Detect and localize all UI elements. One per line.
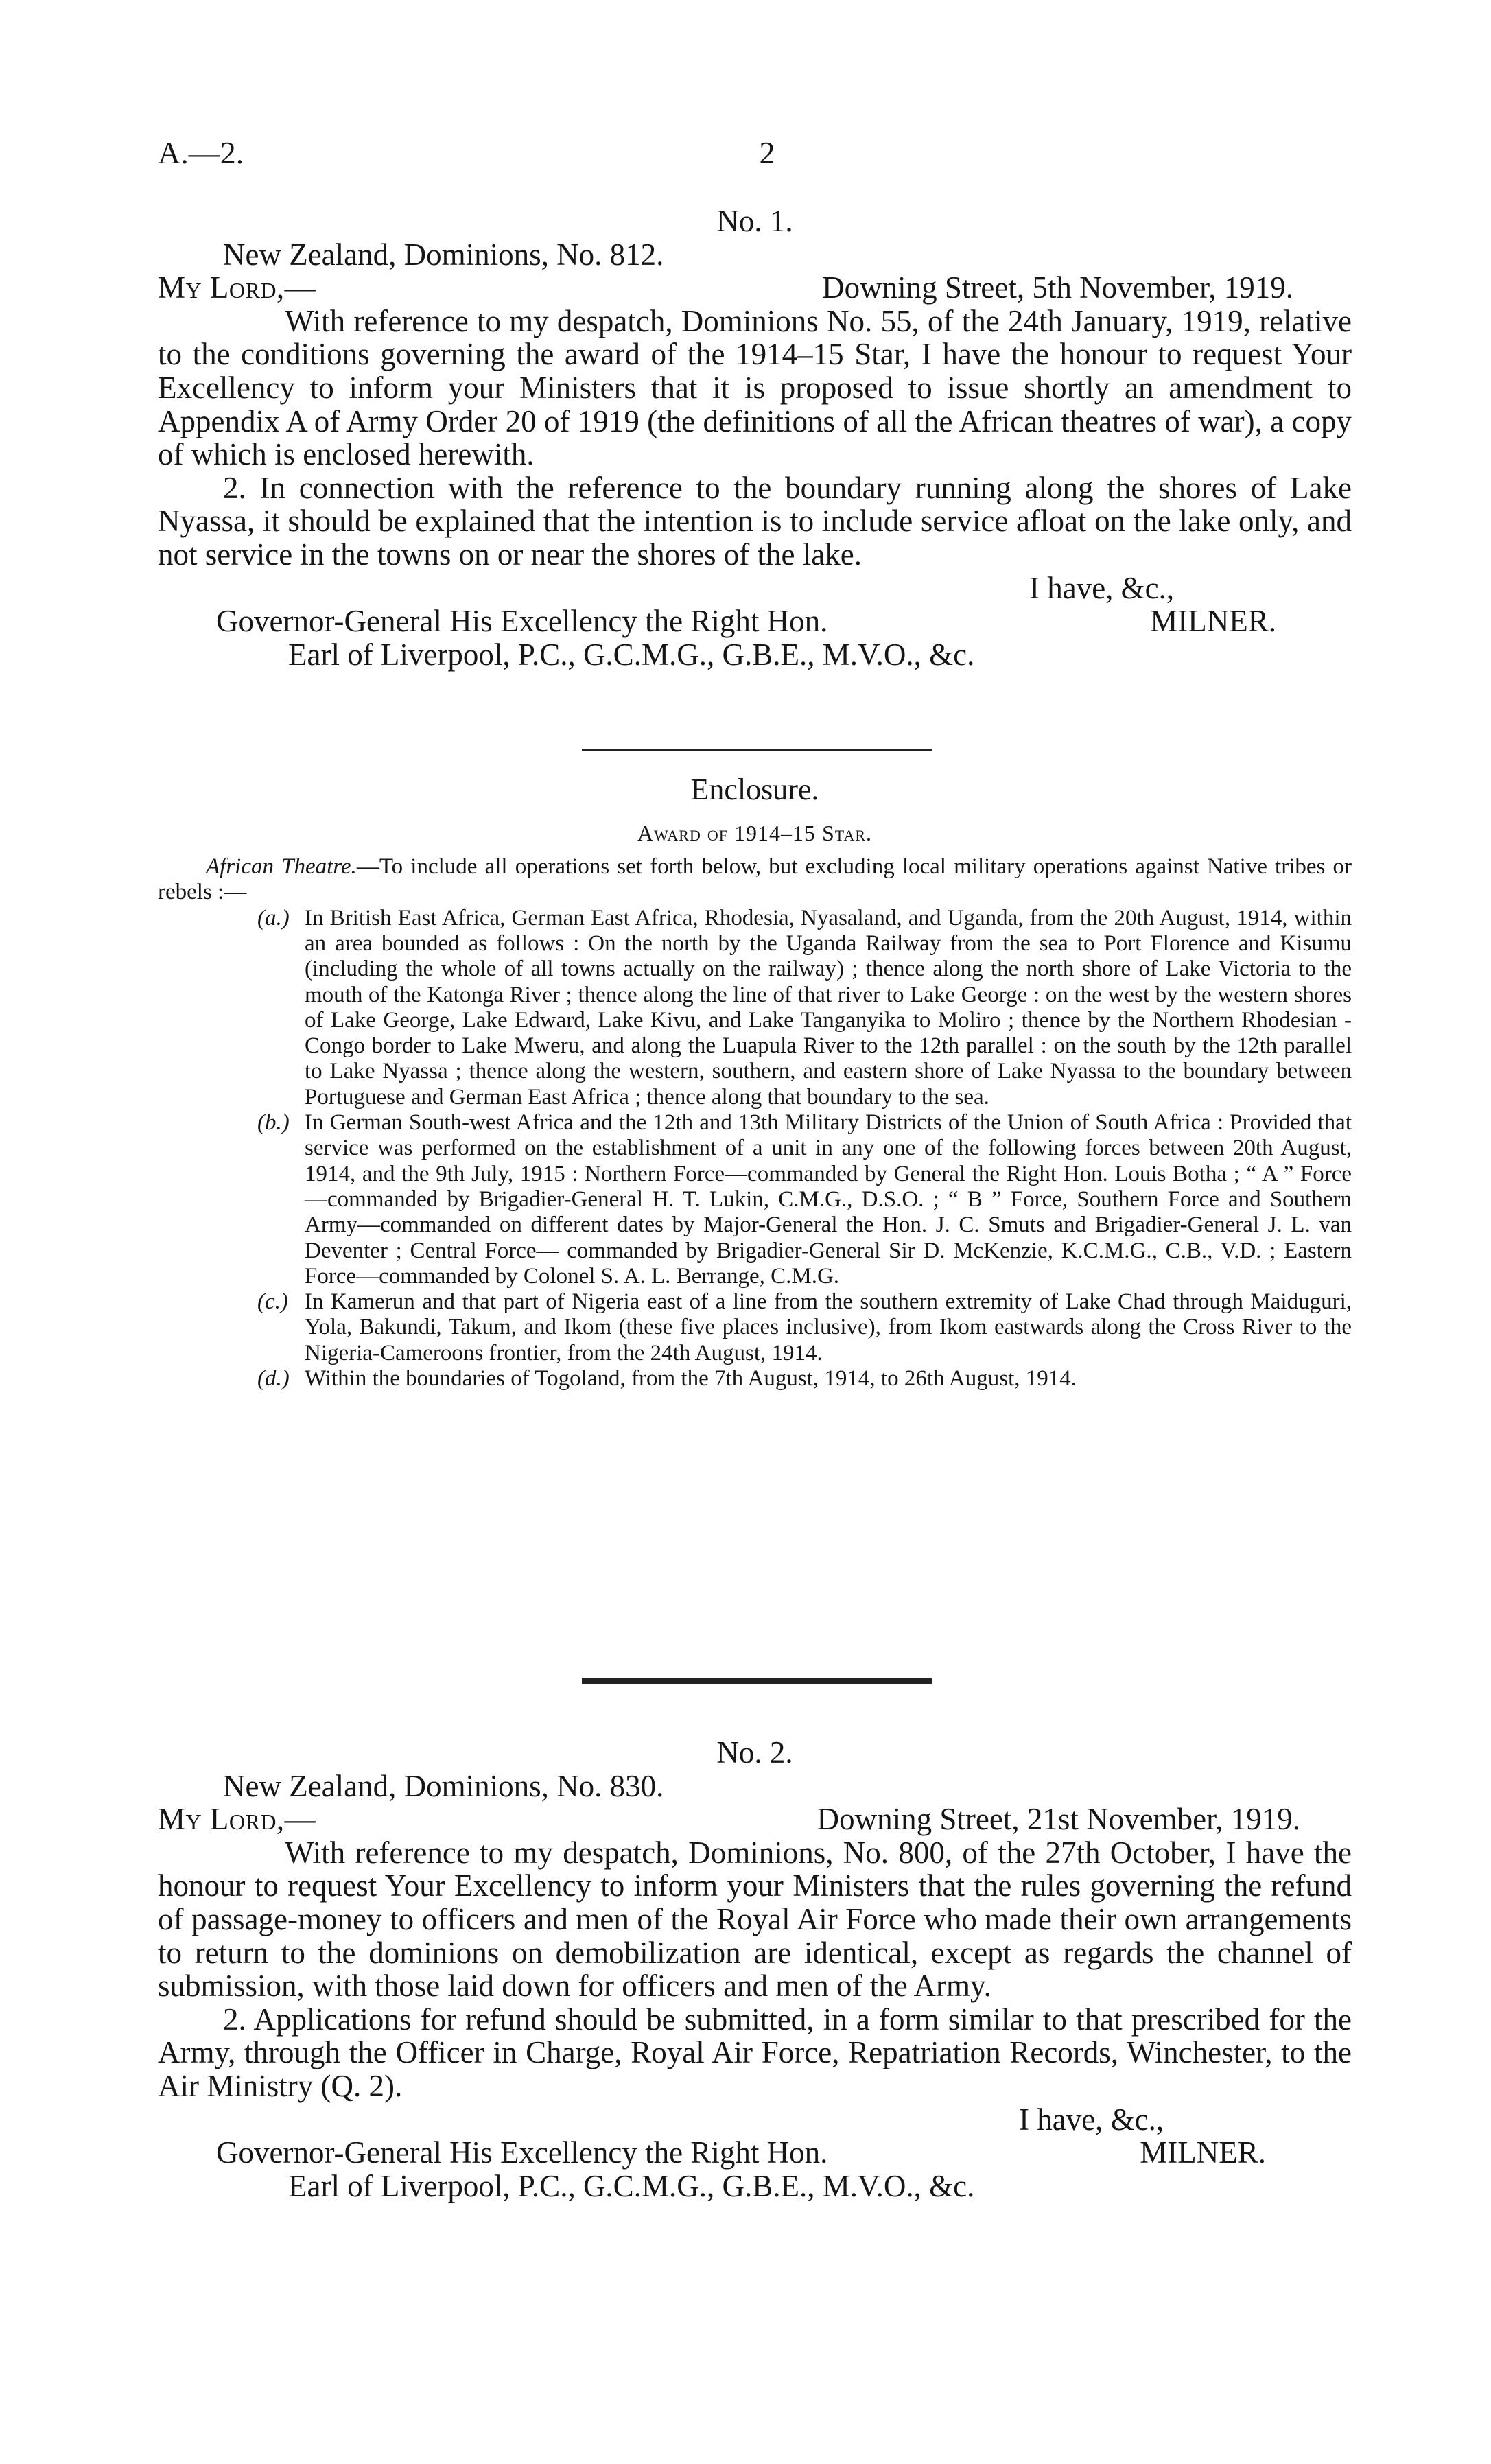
- letter-1-addressee-line-1: Governor-General His Excellency the Right Hon.: [216, 604, 828, 639]
- clause-label: (c.): [257, 1289, 288, 1315]
- section-divider-1: [582, 749, 932, 751]
- enclosure-clause-c: [257, 1289, 1352, 1366]
- letter-1-paragraph-2: 2. In connection with the reference to the boundary running along the shores of Lake Nyassa, it should be explained that the intention is to include service afloat on the lake only, and not service in the towns on or near the shores of the lake.: [158, 470, 1352, 572]
- letter-1-closing: I have, &c.,: [1029, 570, 1175, 605]
- enclosure: [158, 772, 1352, 1392]
- letter-2-salutation: My Lord,—: [158, 1802, 316, 1837]
- clause-text: In German South-west Africa and the 12th and 13th Military Districts of the Union of South Africa : Provided that service was performed on the establishment of a unit in any one of the following forces between 20th August, 1914, and the 9th July, 1915 : Northern Force—commanded by General the Right Hon. Louis Botha ; “ A ” Force —commanded by Brigadier-General H. T. Lukin, C.M.G., D.S.O. ; “ B ” Force, Southern Force and Southern Army—commanded on different dates by Major-General the Hon. J. C. Smuts and Brigadier-General J. L. van Deventer ; Central Force— commanded by Brigadier-General Sir D. McKenzie, K.C.M.G., C.B., V.D. ; Eastern Force—commanded by Colonel S. A. L. Berrange, C.M.G.: [305, 1110, 1352, 1289]
- enclosure-intro-label: African Theatre.: [206, 854, 357, 880]
- letter-2-paragraph-1: With reference to my despatch, Dominions, No. 800, of the 27th October, I have the honour to request Your Excellency to inform your Ministers that the rules governing the refund of passage-money to officers and men of the Royal Air Force who made their own arrangements to return to the dominions on demobilization are identical, except as regards the channel of submission, with those laid down for officers and men of the Army.: [158, 1835, 1352, 2004]
- page-number: 2: [759, 135, 775, 170]
- letter-2-paragraph-2: 2. Applications for refund should be submitted, in a form similar to that prescribed for the Army, through the Officer in Charge, Royal Air Force, Repatriation Records, Winchester, to the Air Ministry (Q. 2).: [158, 2002, 1352, 2103]
- enclosure-heading: Enclosure.: [690, 773, 819, 806]
- letter-2-addressee-line-2: Earl of Liverpool, P.C., G.C.M.G., G.B.E., M.V.O., &c.: [288, 2168, 975, 2203]
- letter-2-addressee-line-1: Governor-General His Excellency the Right Hon.: [216, 2135, 828, 2170]
- enclosure-title: Award of 1914–15 Star.: [637, 820, 873, 845]
- enclosure-intro-text: —To include all operations set forth below, but excluding local military operations against Native tribes or rebels :—: [158, 854, 1352, 905]
- letter-1-number: No. 1.: [716, 204, 793, 238]
- letter-1-salutation: My Lord,—: [158, 270, 316, 305]
- section-divider-2: [582, 1678, 932, 1684]
- enclosure-intro: [158, 854, 1352, 906]
- clause-text: Within the boundaries of Togoland, from the 7th August, 1914, to 26th August, 1914.: [305, 1366, 1077, 1392]
- letter-1-paragraph-1: With reference to my despatch, Dominions No. 55, of the 24th January, 1919, relative to the conditions governing the award of the 1914–15 Star, I have the honour to request Your Excellency to inform your Ministers that it is proposed to issue shortly an amendment to Appendix A of Army Order 20 of 1919 (the definitions of all the African theatres of war), a copy of which is enclosed herewith.: [158, 303, 1352, 472]
- letter-2-signature: MILNER.: [1140, 2135, 1266, 2170]
- letter-2-place-date: Downing Street, 21st November, 1919.: [817, 1802, 1300, 1837]
- letter-1-place-date: Downing Street, 5th November, 1919.: [822, 270, 1293, 305]
- document-reference: A.—2.: [158, 135, 244, 170]
- letter-1-addressee-row: [158, 605, 1352, 638]
- letter-1: [158, 204, 1352, 671]
- letter-1-dominion-ref: New Zealand, Dominions, No. 812.: [223, 237, 664, 272]
- letter-2-addressee-row: [158, 2136, 1352, 2170]
- letter-1-signature: MILNER.: [1150, 604, 1276, 639]
- letter-1-addressee-line-2: Earl of Liverpool, P.C., G.C.M.G., G.B.E., M.V.O., &c.: [288, 637, 975, 672]
- clause-text: In British East Africa, German East Africa, Rhodesia, Nyasaland, and Uganda, from the 20th August, 1914, within an area bounded as follows : On the north by the Uganda Railway from the sea to Port Florence and Kisumu (including the whole of all towns actually on the railway) ; thence along the north shore of Lake Victoria to the mouth of the Katonga River ; thence along the line of that river to Lake George : on the west by the western shores of Lake George, Lake Edward, Lake Kivu, and Lake Tanganyika to Moliro ; thence by the Northern Rhodesian - Congo border to Lake Mweru, and along the Luapula River to the 12th parallel : on the south by the 12th parallel to Lake Nyassa ; thence along the western, southern, and eastern shore of Lake Nyassa to the boundary between Portuguese and German East Africa ; thence along that boundary to the sea.: [305, 905, 1352, 1110]
- clause-label: (a.): [257, 905, 290, 930]
- letter-1-salutation-row: [158, 271, 1352, 305]
- letter-2-dominion-ref: New Zealand, Dominions, No. 830.: [223, 1768, 664, 1803]
- letter-2-number: No. 2.: [716, 1735, 793, 1770]
- clause-label: (d.): [257, 1366, 290, 1392]
- enclosure-clause-b: [257, 1110, 1352, 1289]
- clause-text: In Kamerun and that part of Nigeria east of a line from the southern extremity of Lake Chad through Maiduguri, Yola, Bakundi, Takum, and Ikom (these five places inclusive), from Ikom eastwards along the Cross River to the Nigeria-Cameroons frontier, from the 24th August, 1914.: [305, 1289, 1352, 1365]
- letter-2-salutation-row: [158, 1803, 1352, 1836]
- letter-2: [158, 1736, 1352, 2203]
- enclosure-clause-a: [257, 906, 1352, 1110]
- clause-label: (b.): [257, 1110, 290, 1136]
- enclosure-clause-d: [257, 1366, 1352, 1392]
- letter-2-closing: I have, &c.,: [1019, 2102, 1164, 2137]
